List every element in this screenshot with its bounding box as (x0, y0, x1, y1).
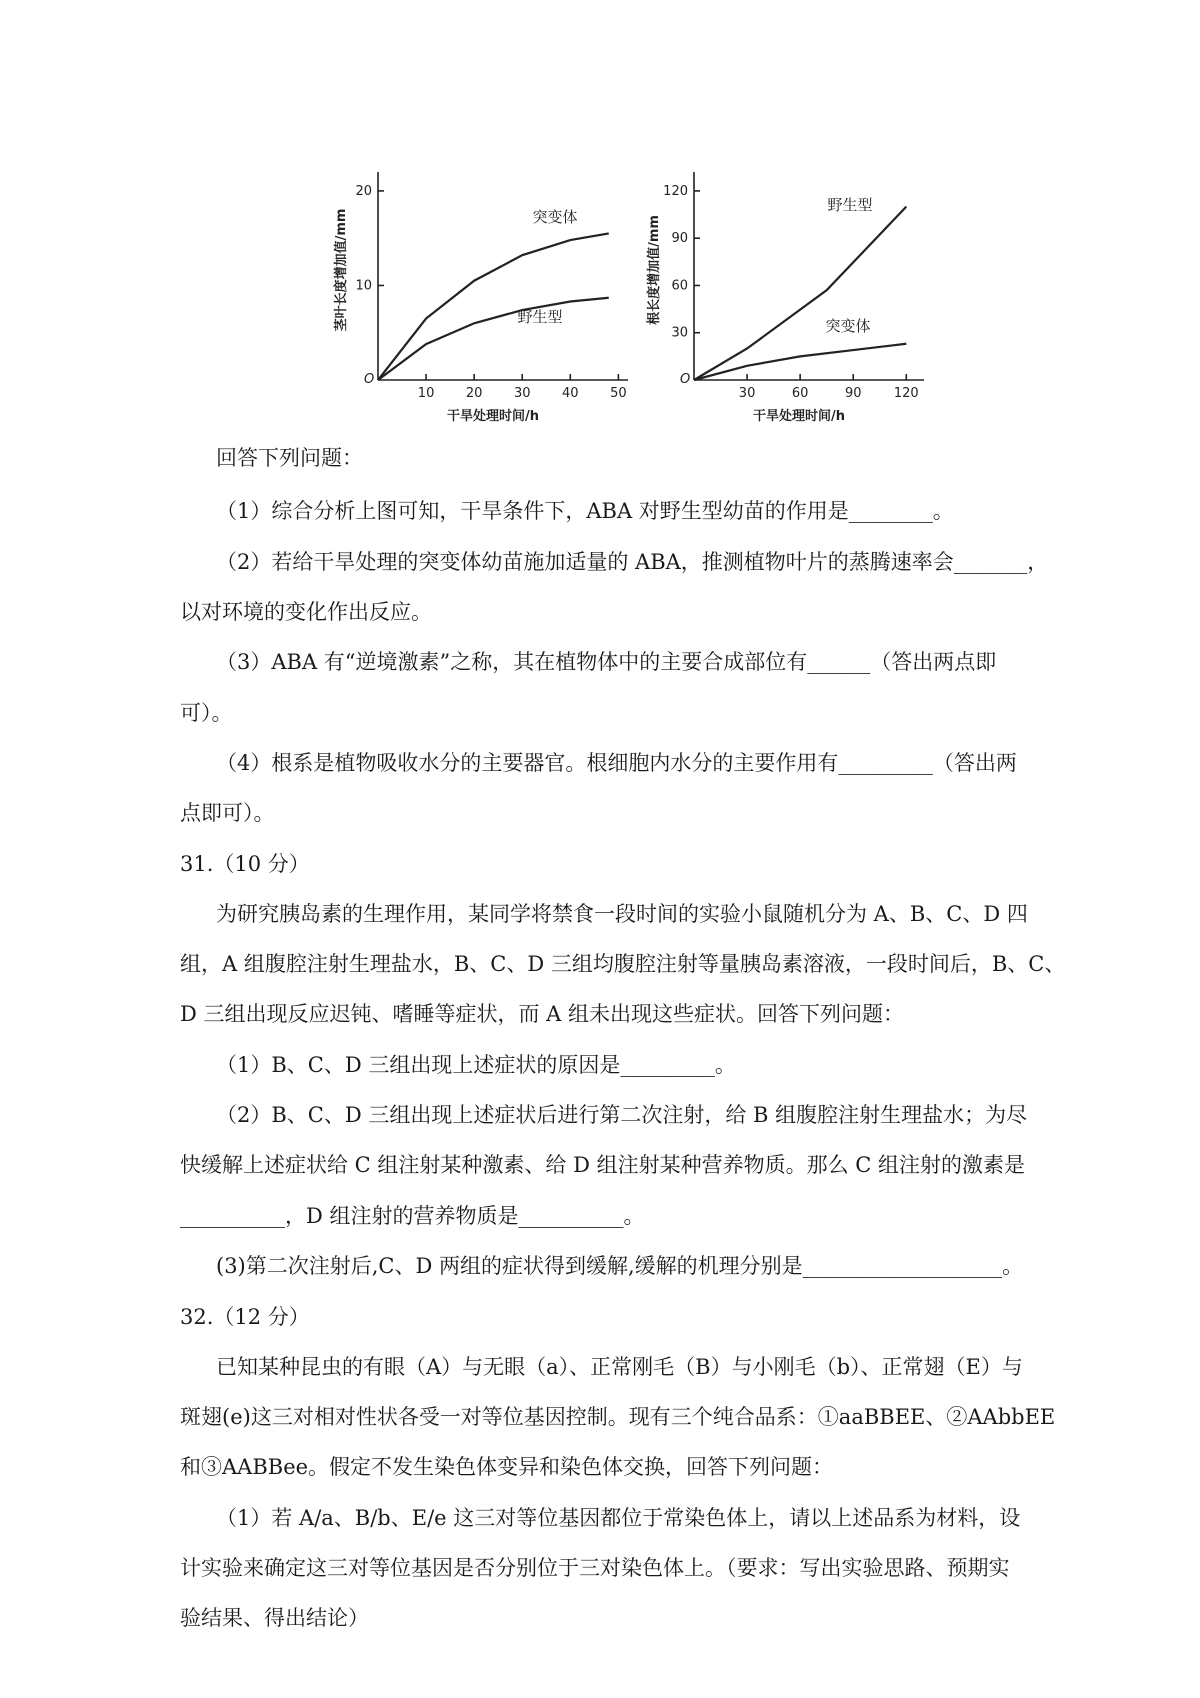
problem-32-para-line1: 已知某种昆虫的有眼（A）与无眼（a）、正常刚毛（B）与小刚毛（b）、正常翅（E）与 (216, 1355, 1023, 1379)
series-line-2 (378, 298, 609, 380)
series-line-1 (378, 233, 609, 380)
x-tick-label: 40 (562, 386, 579, 401)
chart-root-growth (646, 172, 924, 424)
y-tick-label: 30 (671, 325, 688, 341)
intro-line: 回答下列问题： (216, 446, 363, 470)
question-30-1: （1）综合分析上图可知，干旱条件下，ABA 对野生型幼苗的作用是________。 (216, 499, 954, 523)
problem-32-para-line2: 斑翅(e)这三对相对性状各受一对等位基因控制。现有三个纯合品系：①aaBBEE、②AAbbEE (180, 1405, 1056, 1429)
x-tick-label: 30 (513, 386, 531, 401)
origin-label: O (680, 372, 691, 387)
y-tick-label: 90 (671, 231, 688, 247)
x-axis-title: 干旱处理时间/h (752, 409, 846, 424)
x-tick-label: 60 (791, 386, 809, 401)
question-30-4-line1: （4）根系是植物吸收水分的主要器官。根细胞内水分的主要作用有_________（答出两 (216, 751, 1017, 775)
question-32-1-line2: 计实验来确定这三对等位基因是否分别位于三对染色体上。（要求：写出实验思路、预期实 (180, 1556, 1010, 1580)
figure-charts (0, 0, 1200, 440)
question-31-1: （1）B、C、D 三组出现上述症状的原因是_________。 (216, 1053, 736, 1077)
question-30-2-line2: 以对环境的变化作出反应。 (180, 600, 432, 624)
x-tick-label: 10 (417, 386, 435, 401)
question-32-1-line3: 验结果、得出结论） (180, 1606, 369, 1630)
origin-label: O (364, 372, 375, 387)
problem-32-para-line3: 和③AABBee。假定不发生染色体变异和染色体交换，回答下列问题： (180, 1455, 834, 1479)
question-31-2-line3: __________，D 组注射的营养物质是__________。 (180, 1204, 645, 1228)
problem-31-para-line1: 为研究胰岛素的生理作用，某同学将禁食一段时间的实验小鼠随机分为 A、B、C、D 四 (216, 902, 1028, 926)
x-axis-title: 干旱处理时间/h (446, 409, 540, 424)
y-tick-label: 10 (355, 278, 372, 294)
x-tick-label: 120 (893, 386, 919, 401)
x-tick-label: 20 (465, 386, 483, 401)
x-tick-label: 90 (844, 386, 862, 401)
question-30-3-line1: （3）ABA 有“逆境激素”之称，其在植物体中的主要合成部位有______（答出两点即 (216, 650, 997, 674)
question-32-1-line1: （1）若 A/a、B/b、E/e 这三对等位基因都位于常染色体上，请以上述品系为材料，设 (216, 1506, 1021, 1530)
question-31-2-line2: 快缓解上述症状给 C 组注射某种激素、给 D 组注射某种营养物质。那么 C 组注射的激素是 (180, 1153, 1026, 1177)
problem-31-para-line2: 组，A 组腹腔注射生理盐水，B、C、D 三组均腹腔注射等量胰岛素溶液，一段时间后，B、C、 (180, 952, 1066, 976)
y-tick-label: 120 (663, 183, 688, 199)
series-label-1: 突变体 (532, 208, 578, 226)
y-axis-title: 根长度增加值/mm (647, 215, 662, 325)
question-30-3-line2: 可）。 (180, 701, 233, 725)
question-31-2-line1: （2）B、C、D 三组出现上述症状后进行第二次注射，给 B 组腹腔注射生理盐水；为尽 (216, 1103, 1028, 1127)
series-label-2: 野生型 (517, 308, 563, 326)
y-tick-label: 20 (355, 183, 372, 199)
y-tick-label: 60 (671, 278, 688, 294)
question-30-2-line1: （2）若给干旱处理的突变体幼苗施加适量的 ABA，推测植物叶片的蒸腾速率会_______， (216, 550, 1049, 574)
chart-stem-leaf-growth (333, 172, 628, 424)
series-label-2: 突变体 (825, 317, 871, 335)
series-label-1: 野生型 (827, 196, 873, 214)
problem-31-heading: 31.（10 分） (180, 852, 310, 876)
x-tick-label: 50 (610, 386, 627, 401)
question-30-4-line2: 点即可）。 (180, 801, 275, 825)
y-axis-title: 茎叶长度增加值/mm (334, 208, 349, 332)
problem-31-para-line3: D 三组出现反应迟钝、嗜睡等症状，而 A 组未出现这些症状。回答下列问题： (180, 1002, 905, 1026)
question-31-3: (3)第二次注射后,C、D 两组的症状得到缓解,缓解的机理分别是___________________。 (216, 1254, 1024, 1278)
x-tick-label: 30 (738, 386, 756, 401)
series-line-1 (694, 207, 906, 380)
problem-32-heading: 32.（12 分） (180, 1305, 310, 1329)
